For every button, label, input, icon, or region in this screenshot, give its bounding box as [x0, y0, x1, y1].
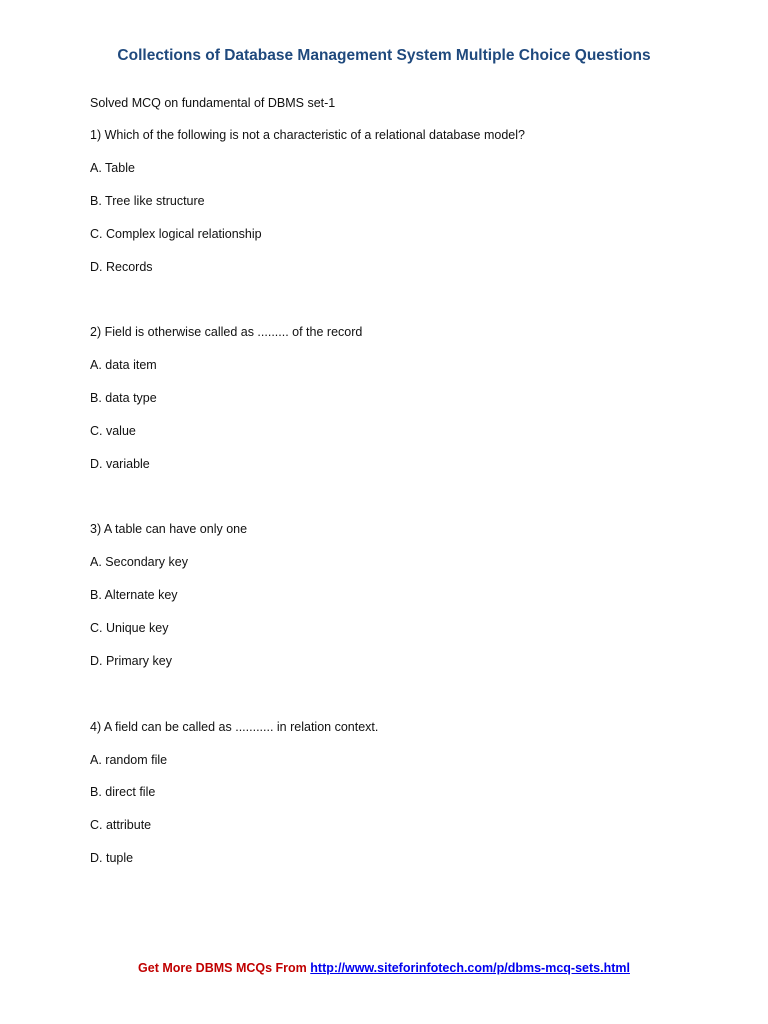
q3-option-c: C. Unique key: [90, 621, 169, 635]
question-2: 2) Field is otherwise called as ......... of the record: [90, 325, 363, 339]
question-1: 1) Which of the following is not a characteristic of a relational database model?: [90, 128, 525, 142]
q4-option-a: A. random file: [90, 753, 168, 767]
q3-option-a: A. Secondary key: [90, 555, 188, 569]
q1-option-a: A. Table: [90, 161, 135, 175]
question-4: 4) A field can be called as ........... in relation context.: [90, 720, 379, 734]
q2-option-d: D. variable: [90, 457, 150, 471]
footer-link[interactable]: http://www.siteforinfotech.com/p/dbms-mcq-sets.html: [310, 961, 630, 975]
page-title: Collections of Database Management System Multiple Choice Questions: [117, 47, 651, 64]
subtitle: Solved MCQ on fundamental of DBMS set-1: [90, 96, 336, 110]
q3-option-d: D. Primary key: [90, 654, 172, 668]
q1-option-d: D. Records: [90, 260, 153, 274]
q2-option-b: B. data type: [90, 391, 157, 405]
q4-option-c: C. attribute: [90, 818, 152, 832]
q3-option-b: B. Alternate key: [90, 588, 178, 602]
footer-label: Get More DBMS MCQs From: [138, 961, 311, 975]
question-3: 3) A table can have only one: [90, 522, 248, 536]
q2-option-c: C. value: [90, 424, 136, 438]
q2-option-a: A. data item: [90, 358, 157, 372]
q4-option-d: D. tuple: [90, 851, 134, 865]
q4-option-b: B. direct file: [90, 785, 156, 799]
q1-option-c: C. Complex logical relationship: [90, 227, 262, 241]
footer: [0, 961, 768, 975]
q1-option-b: B. Tree like structure: [90, 194, 205, 208]
